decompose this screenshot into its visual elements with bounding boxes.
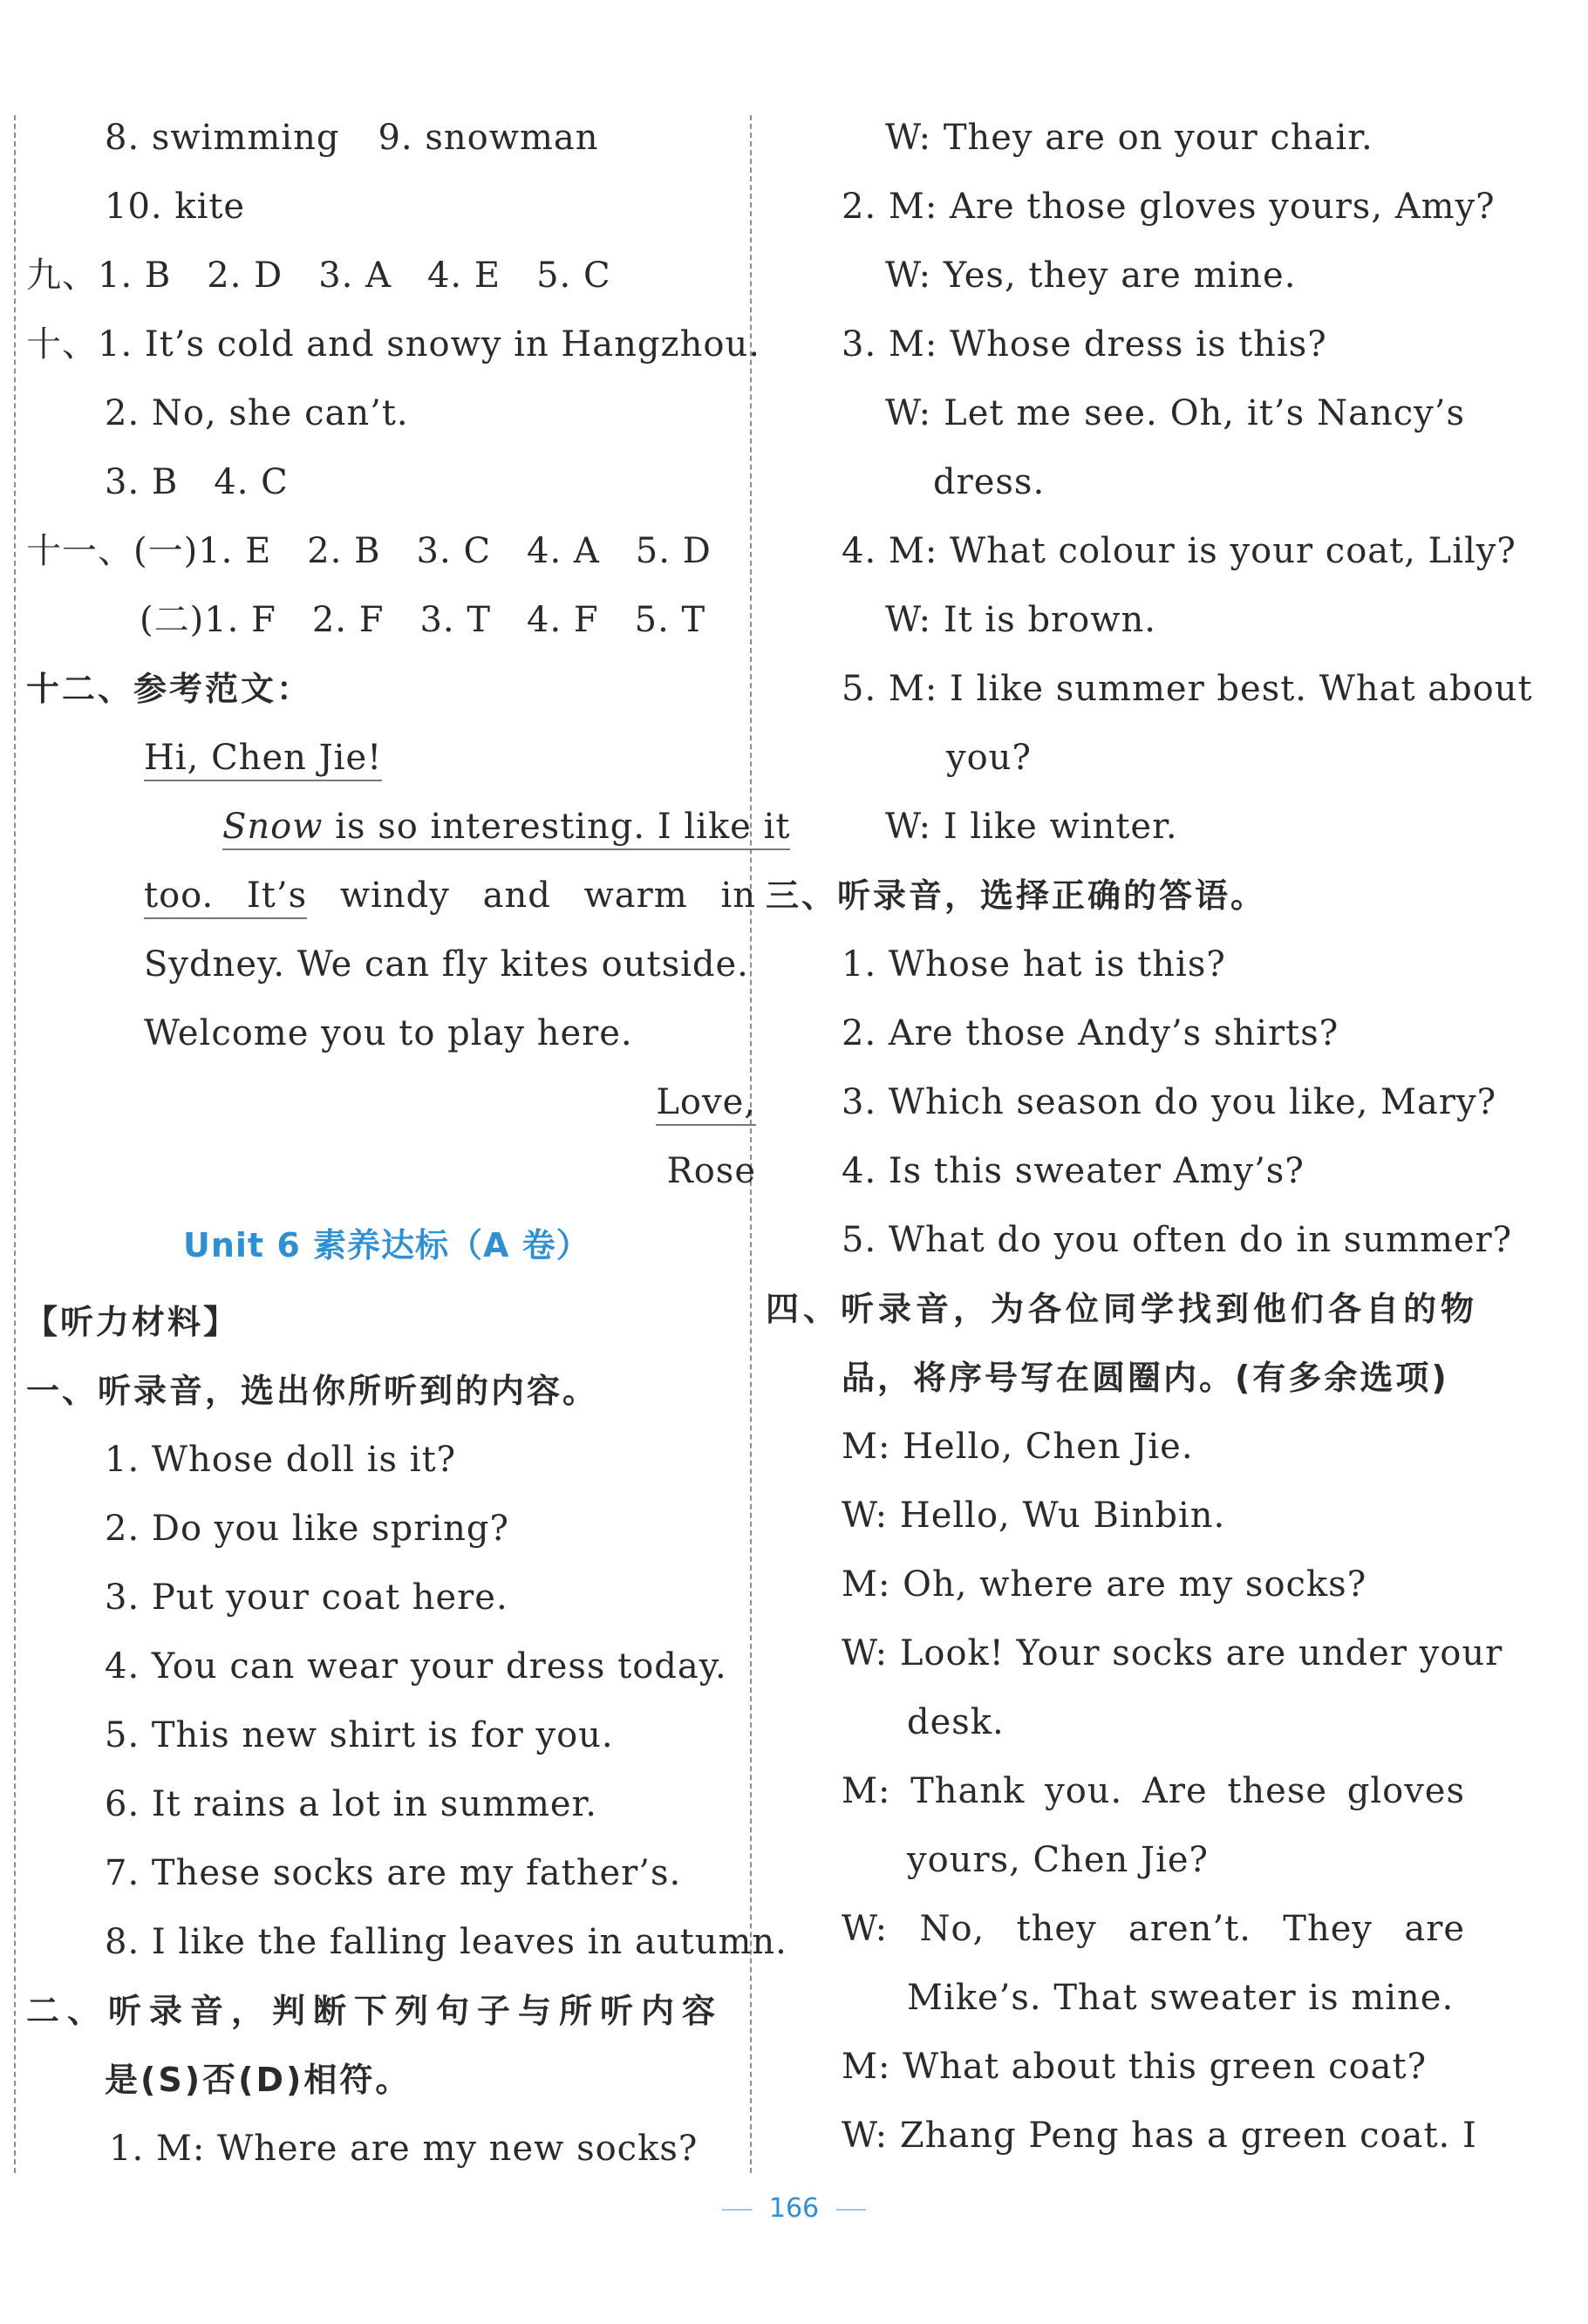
list-item: 4. Is this sweater Amy’s?	[842, 1151, 1305, 1191]
essay-line-3: Sydney. We can fly kites outside.	[144, 944, 749, 985]
list-item: 7. These socks are my father’s.	[105, 1853, 682, 1893]
section-2-heading-cont: 是(S)否(D)相符。	[105, 2061, 412, 2099]
dialogue-line: 4. M: What colour is your coat, Lily?	[842, 531, 1516, 571]
list-item: 5. What do you often do in summer?	[842, 1220, 1513, 1260]
answer-8: 8. swimming	[105, 118, 340, 158]
essay-greeting-text: Hi, Chen Jie!	[144, 738, 382, 781]
dialogue-line: 1. M: Where are my new socks?	[109, 2129, 699, 2169]
page-number: 166	[768, 2193, 820, 2224]
section-2-heading: 二、听录音，判断下列句子与所听内容	[26, 1992, 724, 2030]
section-10-answer-2: 2. No, she can’t.	[105, 393, 409, 433]
dialogue-line: 5. M: I like summer best. What about	[842, 669, 1533, 709]
essay-line-2-underlined: too. It’s	[144, 876, 307, 919]
left-margin-divider	[14, 115, 16, 2173]
section-1-heading: 一、听录音，选出你所听到的内容。	[26, 1372, 599, 1410]
section-3-heading: 三、听录音，选择正确的答语。	[766, 876, 1267, 915]
materials-heading: 【听力材料】	[24, 1303, 240, 1341]
unit-title: Unit 6 素养达标（A 卷）	[183, 1226, 590, 1264]
dialogue-line: W: Hello, Wu Binbin.	[842, 1496, 1226, 1536]
list-item: 8. I like the falling leaves in autumn.	[105, 1922, 787, 1962]
dialogue-line: W: Yes, they are mine.	[885, 256, 1297, 296]
dialogue-line: desk.	[907, 1702, 1005, 1742]
section-11-part-1: 十一、(一)1. E 2. B 3. C 4. A 5. D	[26, 531, 712, 571]
dialogue-line: 2. M: Are those gloves yours, Amy?	[842, 187, 1496, 227]
list-item: 4. You can wear your dress today.	[105, 1646, 727, 1687]
dialogue-line: W: Let me see. Oh, it’s Nancy’s	[885, 393, 1465, 433]
dialogue-line: dress.	[933, 462, 1046, 502]
essay-line-1	[222, 804, 790, 849]
dialogue-line: yours, Chen Jie?	[907, 1840, 1209, 1880]
essay-closing	[26, 1080, 756, 1125]
list-item: 3. Which season do you like, Mary?	[842, 1082, 1497, 1122]
essay-line-1-rest: is so interesting. I like it	[323, 807, 791, 847]
page-number-dash-left	[722, 2209, 752, 2211]
list-item: 3. Put your coat here.	[105, 1578, 508, 1618]
dialogue-line: W: Look! Your socks are under your	[842, 1633, 1503, 1673]
column-divider	[750, 115, 752, 2173]
dialogue-line: W: Zhang Peng has a green coat. I	[842, 2116, 1477, 2156]
section-11-part-2: (二)1. F 2. F 3. T 4. F 5. T	[140, 600, 706, 640]
section-4-heading: 四、听录音，为各位同学找到他们各自的物	[766, 1290, 1479, 1328]
answer-line	[105, 115, 599, 160]
section-12-heading: 十二、参考范文：	[26, 670, 313, 708]
page-number-dash-right	[836, 2209, 866, 2211]
essay-closing-text: Love,	[656, 1082, 756, 1126]
essay-line-2-rest: windy and warm in	[307, 876, 756, 916]
dialogue-line: 3. M: Whose dress is this?	[842, 324, 1327, 365]
essay-line-1-underlined	[222, 807, 790, 850]
dialogue-line: M: What about this green coat?	[842, 2047, 1428, 2087]
essay-line-4: Welcome you to play here.	[144, 1013, 633, 1053]
list-item: 2. Do you like spring?	[105, 1509, 509, 1549]
answer-9: 9. snowman	[378, 118, 599, 158]
dialogue-line: Mike’s. That sweater is mine.	[907, 1978, 1455, 2018]
essay-word-snow: Snow	[222, 807, 324, 847]
essay-signature: Rose	[666, 1151, 756, 1191]
list-item: 6. It rains a lot in summer.	[105, 1784, 597, 1824]
answer-10: 10. kite	[105, 187, 246, 227]
section-10-answer-3-4: 3. B 4. C	[105, 462, 289, 502]
dialogue-line: W: I like winter.	[885, 807, 1178, 847]
dialogue-line: M: Oh, where are my socks?	[842, 1564, 1367, 1605]
dialogue-line: M: Thank you. Are these gloves	[842, 1771, 1465, 1811]
dialogue-line: W: No, they aren’t. They are	[842, 1909, 1465, 1949]
section-4-heading-cont: 品，将序号写在圆圈内。(有多余选项)	[842, 1359, 1449, 1397]
list-item: 1. Whose doll is it?	[105, 1440, 457, 1480]
list-item: 2. Are those Andy’s shirts?	[842, 1013, 1339, 1053]
dialogue-line: M: Hello, Chen Jie.	[842, 1427, 1194, 1467]
section-10-answer-1: 十、1. It’s cold and snowy in Hangzhou.	[26, 324, 760, 365]
dialogue-line: W: They are on your chair.	[885, 118, 1373, 158]
section-9-answers: 九、1. B 2. D 3. A 4. E 5. C	[26, 256, 611, 296]
list-item: 1. Whose hat is this?	[842, 944, 1226, 985]
list-item: 5. This new shirt is for you.	[105, 1715, 614, 1755]
essay-greeting	[144, 735, 382, 780]
dialogue-line: you?	[946, 738, 1032, 778]
page-number-footer	[0, 2193, 1588, 2224]
essay-line-2	[144, 873, 756, 918]
dialogue-line: W: It is brown.	[885, 600, 1156, 640]
